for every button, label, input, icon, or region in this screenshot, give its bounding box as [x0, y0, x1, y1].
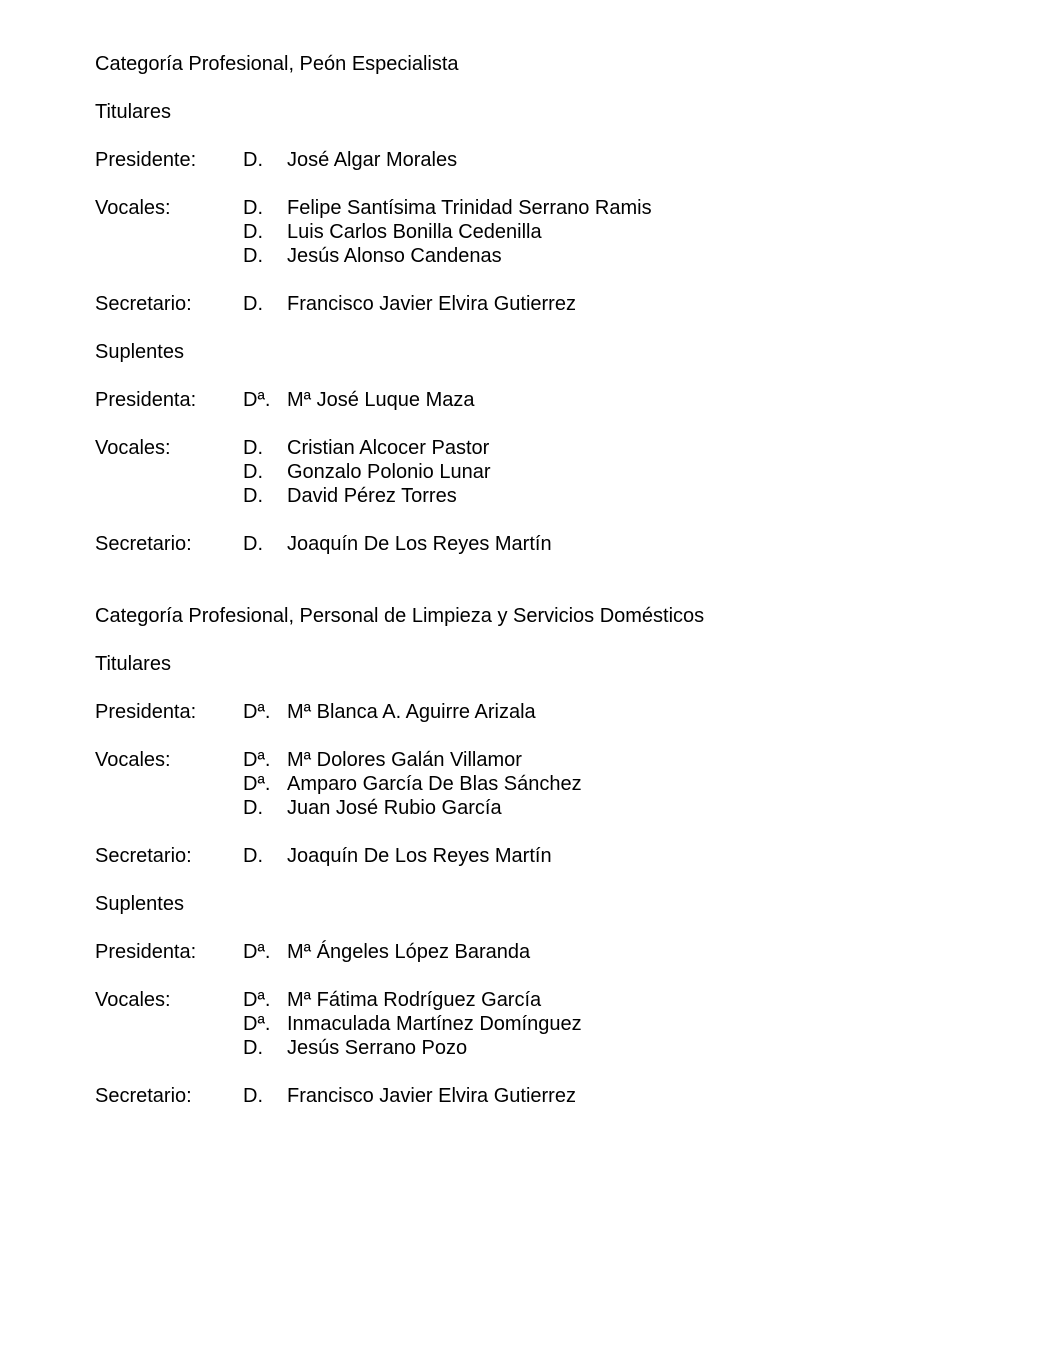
section-heading-text: Categoría Profesional, Peón Especialista	[95, 53, 459, 75]
role-label: Secretario:	[95, 1085, 192, 1107]
section-heading-text: Categoría Profesional, Personal de Limpieza y Servicios Domésticos	[95, 605, 705, 627]
member-row-vocal	[95, 772, 995, 796]
group-label-titulares	[95, 100, 995, 124]
honorific: D.	[243, 221, 263, 243]
member-name: Mª José Luque Maza	[287, 389, 475, 411]
member-row-vocal	[95, 748, 995, 772]
group-label-text: Suplentes	[95, 893, 184, 915]
role-label: Vocales:	[95, 437, 171, 459]
honorific: Dª.	[243, 773, 271, 795]
member-name: Mª Blanca A. Aguirre Arizala	[287, 701, 536, 723]
group-label-text: Titulares	[95, 101, 171, 123]
member-row-vocal	[95, 244, 995, 268]
role-label: Presidente:	[95, 149, 197, 171]
honorific: D.	[243, 437, 263, 459]
group-label-suplentes	[95, 340, 995, 364]
role-label: Secretario:	[95, 533, 192, 555]
honorific: D.	[243, 461, 263, 483]
honorific: D.	[243, 485, 263, 507]
section-heading	[95, 604, 995, 628]
group-label-text: Suplentes	[95, 341, 184, 363]
member-row-presidente	[95, 940, 995, 964]
member-name: Inmaculada Martínez Domínguez	[287, 1013, 582, 1035]
member-name: Amparo García De Blas Sánchez	[287, 773, 582, 795]
member-name: Mª Fátima Rodríguez García	[287, 989, 542, 1011]
member-name: Jesús Serrano Pozo	[287, 1037, 468, 1059]
honorific: D.	[243, 533, 263, 555]
role-label: Vocales:	[95, 197, 171, 219]
member-name: Felipe Santísima Trinidad Serrano Ramis	[287, 197, 652, 219]
section-heading	[95, 52, 995, 76]
honorific: D.	[243, 245, 263, 267]
honorific: Dª.	[243, 389, 271, 411]
role-label: Vocales:	[95, 749, 171, 771]
honorific: D.	[243, 797, 263, 819]
honorific: D.	[243, 293, 263, 315]
group-label-suplentes	[95, 892, 995, 916]
role-label: Secretario:	[95, 293, 192, 315]
member-row-vocal	[95, 436, 995, 460]
role-label: Presidenta:	[95, 389, 197, 411]
member-name: Cristian Alcocer Pastor	[287, 437, 490, 459]
honorific: Dª.	[243, 941, 271, 963]
member-row-vocal	[95, 196, 995, 220]
member-name: Luis Carlos Bonilla Cedenilla	[287, 221, 542, 243]
member-row-vocal	[95, 988, 995, 1012]
group-label-text: Titulares	[95, 653, 171, 675]
member-row-vocal	[95, 220, 995, 244]
member-name: Francisco Javier Elvira Gutierrez	[287, 293, 576, 315]
member-name: Joaquín De Los Reyes Martín	[287, 533, 552, 555]
member-row-vocal	[95, 796, 995, 820]
honorific: Dª.	[243, 749, 271, 771]
honorific: D.	[243, 845, 263, 867]
member-row-presidente	[95, 388, 995, 412]
document-page	[95, 52, 995, 1108]
member-row-vocal	[95, 1036, 995, 1060]
member-row-presidente	[95, 700, 995, 724]
member-name: Gonzalo Polonio Lunar	[287, 461, 491, 483]
member-name: Juan José Rubio García	[287, 797, 502, 819]
member-row-vocal	[95, 484, 995, 508]
role-label: Presidenta:	[95, 941, 197, 963]
member-row-secretario	[95, 1084, 995, 1108]
honorific: Dª.	[243, 989, 271, 1011]
member-name: David Pérez Torres	[287, 485, 457, 507]
honorific: D.	[243, 149, 263, 171]
member-name: Jesús Alonso Candenas	[287, 245, 502, 267]
honorific: D.	[243, 197, 263, 219]
group-label-titulares	[95, 652, 995, 676]
honorific: Dª.	[243, 1013, 271, 1035]
member-name: Mª Ángeles López Baranda	[287, 941, 531, 963]
member-name: Francisco Javier Elvira Gutierrez	[287, 1085, 576, 1107]
member-row-presidente	[95, 148, 995, 172]
role-label: Secretario:	[95, 845, 192, 867]
role-label: Presidenta:	[95, 701, 197, 723]
member-row-secretario	[95, 292, 995, 316]
member-name: José Algar Morales	[287, 149, 458, 171]
role-label: Vocales:	[95, 989, 171, 1011]
honorific: D.	[243, 1085, 263, 1107]
honorific: D.	[243, 1037, 263, 1059]
member-row-vocal	[95, 1012, 995, 1036]
honorific: Dª.	[243, 701, 271, 723]
member-row-vocal	[95, 460, 995, 484]
member-name: Mª Dolores Galán Villamor	[287, 749, 522, 771]
member-row-secretario	[95, 844, 995, 868]
member-name: Joaquín De Los Reyes Martín	[287, 845, 552, 867]
member-row-secretario	[95, 532, 995, 556]
